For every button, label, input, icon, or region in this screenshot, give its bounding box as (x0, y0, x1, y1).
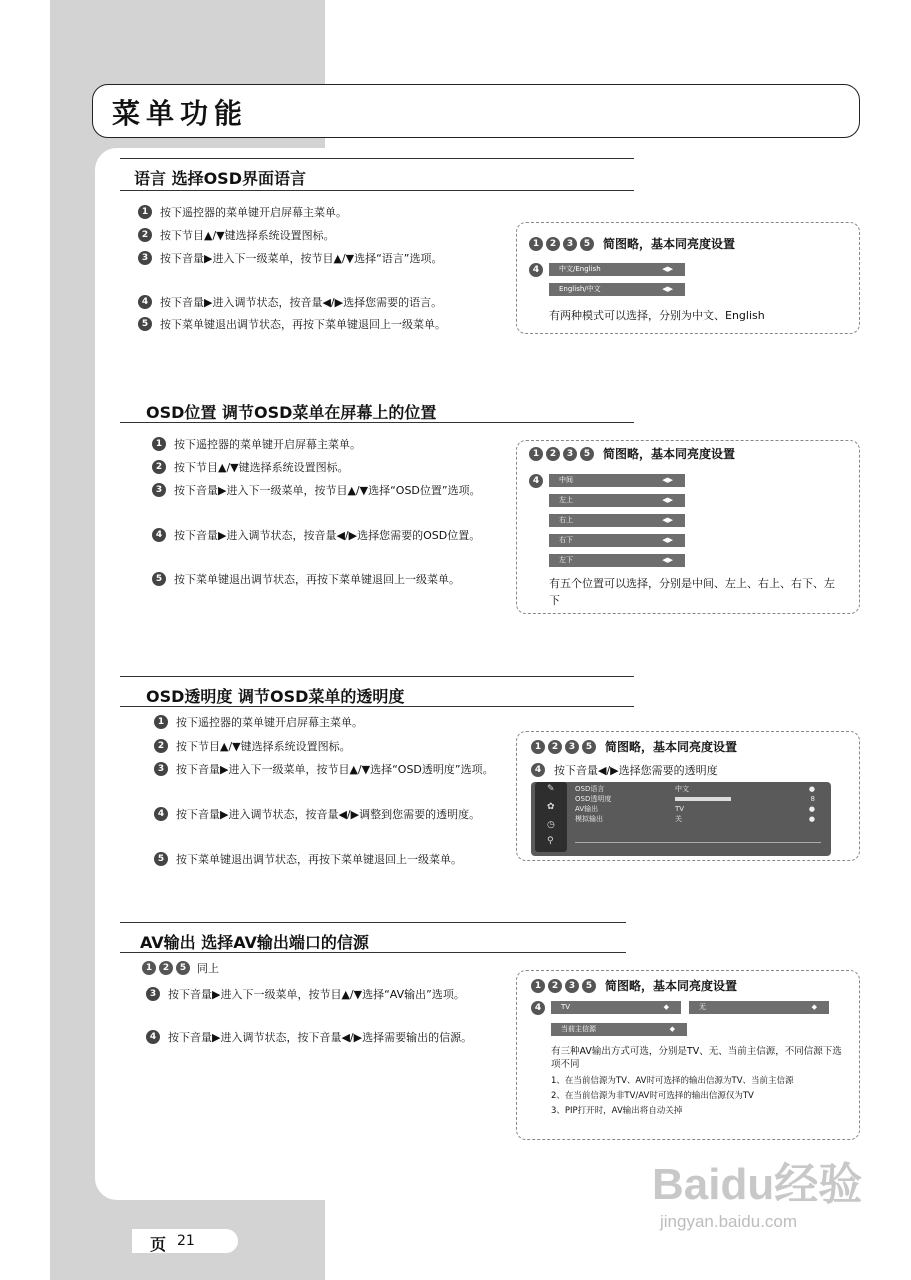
menu-option: 左下 ◀▶ (549, 554, 685, 567)
osd-row: AV输出 TV ● (575, 805, 815, 813)
menu-option: 无 ◆ (689, 1001, 829, 1014)
menu-option: 中间 ◀▶ (549, 474, 685, 487)
osd-row: OSD透明度 8 (575, 795, 815, 803)
box-note: 1、在当前信源为TV、AV时可选择的输出信源为TV、当前主信源 (551, 1076, 794, 1086)
step-item: 3 按下音量▶进入下一级菜单，按节目▲/▼选择“AV输出”选项。 (168, 984, 498, 1005)
step-item: 2 按下节目▲/▼键选择系统设置图标。 (174, 457, 514, 478)
menu-option: English/中文 ◀▶ (549, 283, 685, 296)
section-rule (120, 706, 634, 707)
box-note: 有五个位置可以选择，分别是中间、左上、右上、右下、左下 (549, 577, 835, 607)
section-heading-osd-transparency: OSD透明度 调节OSD菜单的透明度 (146, 687, 405, 706)
menu-option: 当前主信源 ◆ (551, 1023, 687, 1036)
menu-option: TV ◆ (551, 1001, 681, 1014)
section-rule (120, 922, 626, 923)
language-diagram-box (516, 222, 860, 334)
osd-icon-column (535, 782, 567, 852)
step-item: 2 按下节目▲/▼键选择系统设置图标。 (160, 225, 520, 246)
section-heading-av-output: AV输出 选择AV输出端口的信源 (140, 933, 369, 952)
av-output-diagram-box (516, 970, 860, 1140)
step-dot: 4 (529, 263, 543, 277)
box-note: 2、在当前信源为非TV/AV时可选择的输出信源仅为TV (551, 1091, 754, 1101)
step-item: 1 按下遥控器的菜单键开启屏幕主菜单。 (176, 712, 506, 733)
section-heading-osd-position: OSD位置 调节OSD菜单在屏幕上的位置 (146, 403, 437, 422)
step-dots: 1 2 3 5 简图略，基本同亮度设置 (529, 235, 735, 252)
section-rule (120, 422, 634, 423)
step-item: 4 按下音量▶进入调节状态，按下音量◀/▶选择需要输出的信源。 (168, 1027, 498, 1048)
box-note: 3、PIP打开时，AV输出将自动关掉 (551, 1106, 683, 1116)
step-dot: 4 (531, 1001, 545, 1015)
step-item: 5 按下菜单键退出调节状态，再按下菜单键退回上一级菜单。 (160, 314, 520, 335)
page-label: 页 (150, 1235, 167, 1254)
osd-transparency-diagram-box (516, 731, 860, 861)
section-heading-language: 语言 选择OSD界面语言 (134, 169, 306, 188)
clock-icon: ◷ (547, 820, 555, 830)
step-item: 1 按下遥控器的菜单键开启屏幕主菜单。 (160, 202, 520, 223)
step-item: 3 按下音量▶进入下一级菜单，按节目▲/▼选择“语言”选项。 (160, 248, 490, 269)
osd-position-diagram-box (516, 440, 860, 614)
step-item: 1 按下遥控器的菜单键开启屏幕主菜单。 (174, 434, 514, 455)
box-note: 有三种AV输出方式可选，分别是TV、无、当前主信源，不同信源下选项不同 (551, 1046, 842, 1070)
gear-icon: ✿ (547, 802, 555, 812)
watermark-logo: Baidu经验 (652, 1160, 863, 1209)
step-dots: 1 2 3 5 简图略，基本同亮度设置 (531, 738, 737, 755)
wrench-icon: ✎ (547, 784, 555, 794)
step-dot: 4 (529, 474, 543, 488)
box-note: 有两种模式可以选择，分别为中文、English (549, 309, 765, 322)
section-rule (120, 158, 634, 159)
menu-option: 中文/English ◀▶ (549, 263, 685, 276)
step-item: 4 按下音量▶进入调节状态，按音量◀/▶选择您需要的OSD位置。 (174, 525, 504, 546)
step-item: 5 按下菜单键退出调节状态，再按下菜单键退回上一级菜单。 (174, 569, 514, 590)
page-title: 菜单功能 (112, 97, 249, 130)
osd-divider (575, 842, 821, 843)
osd-menu-list (575, 784, 825, 824)
step-item: 2 按下节目▲/▼键选择系统设置图标。 (176, 736, 506, 757)
osd-row: OSD语言 中文 ● (575, 785, 815, 793)
sub-step: 4 按下音量◀/▶选择您需要的透明度 (531, 762, 718, 778)
step-item: 4 按下音量▶进入调节状态，按音量◀/▶选择您需要的语言。 (160, 292, 520, 313)
step-dots: 1 2 3 5 简图略，基本同亮度设置 (529, 445, 735, 462)
step-item: 3 按下音量▶进入下一级菜单，按节目▲/▼选择“OSD位置”选项。 (174, 480, 504, 501)
transparency-slider (675, 797, 731, 801)
menu-option: 右上 ◀▶ (549, 514, 685, 527)
watermark-url: jingyan.baidu.com (660, 1212, 798, 1231)
step-dots: 1 2 3 5 简图略，基本同亮度设置 (531, 977, 737, 994)
step-item: 3 按下音量▶进入下一级菜单，按节目▲/▼选择“OSD透明度”选项。 (176, 759, 506, 780)
page-number: 21 (177, 1233, 195, 1249)
section-rule (120, 190, 634, 191)
osd-row: 模拟输出 关 ● (575, 815, 815, 823)
search-icon: ⚲ (547, 836, 554, 846)
intro-step-dots: 1 2 5 同上 (142, 960, 219, 976)
step-item: 4 按下音量▶进入调节状态，按音量◀/▶调整到您需要的透明度。 (176, 804, 506, 825)
menu-option: 左上 ◀▶ (549, 494, 685, 507)
section-rule (120, 952, 626, 953)
osd-screenshot (531, 782, 831, 856)
menu-option: 右下 ◀▶ (549, 534, 685, 547)
step-item: 5 按下菜单键退出调节状态，再按下菜单键退回上一级菜单。 (176, 849, 516, 870)
section-rule (120, 676, 634, 677)
